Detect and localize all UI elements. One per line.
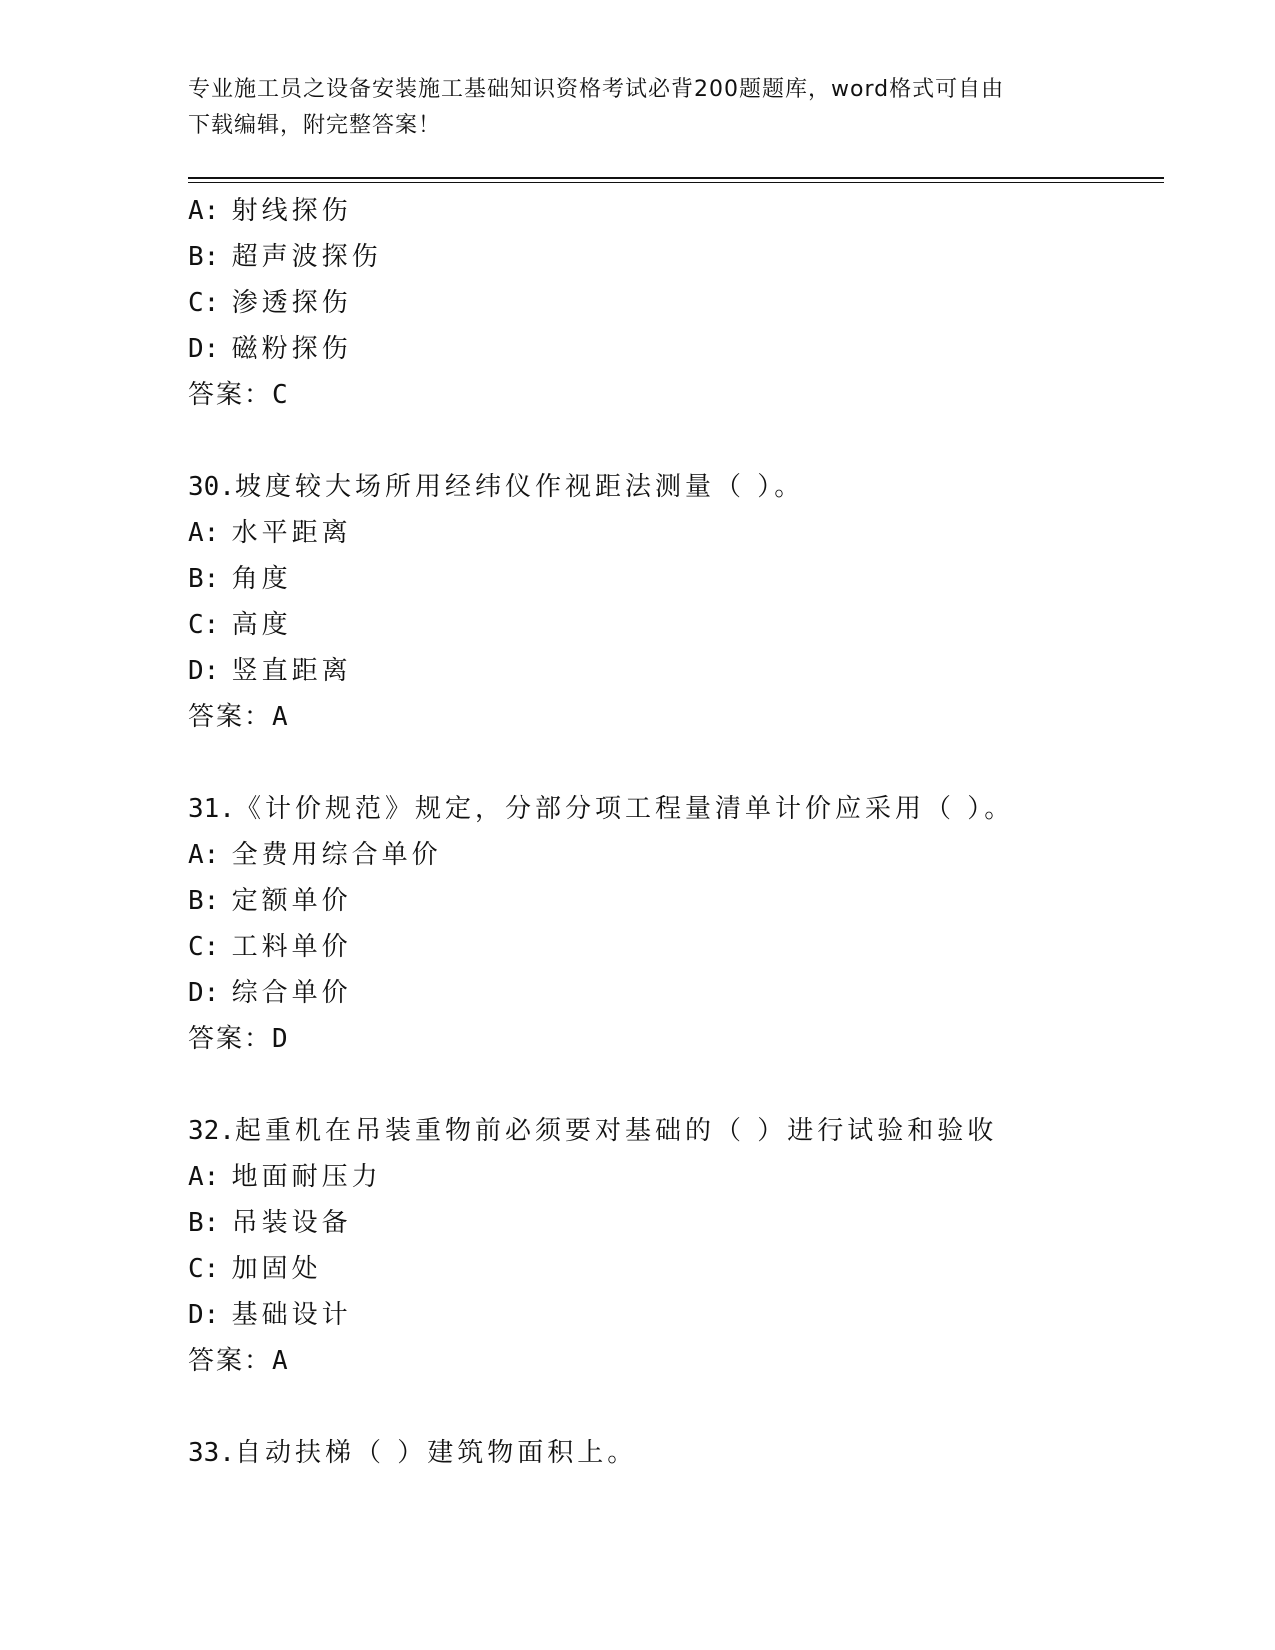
answer-label: 答案：	[188, 380, 273, 410]
spacer	[188, 740, 1168, 786]
question-stem	[188, 786, 1168, 832]
option-key: A:	[188, 196, 220, 226]
option-a	[188, 510, 1168, 556]
option-text: 加固处	[231, 1254, 322, 1284]
question-text: 自动扶梯（ ）建筑物面积上。	[234, 1438, 638, 1468]
option-key: A:	[188, 840, 220, 870]
question-stem	[188, 1108, 1168, 1154]
option-d	[188, 648, 1168, 694]
option-text: 射线探伤	[231, 196, 352, 226]
option-text: 竖直距离	[231, 656, 352, 686]
answer-label: 答案：	[188, 1024, 273, 1054]
option-c	[188, 1246, 1168, 1292]
option-text: 工料单价	[231, 932, 352, 962]
spacer	[188, 1062, 1168, 1108]
option-key: D:	[188, 334, 220, 364]
option-c	[188, 602, 1168, 648]
option-key: C:	[188, 932, 220, 962]
header-title-line-2: 下载编辑，附完整答案！	[188, 113, 442, 138]
answer-line	[188, 1338, 1168, 1384]
answer-label: 答案：	[188, 1346, 273, 1376]
option-key: C:	[188, 610, 220, 640]
answer-label: 答案：	[188, 702, 273, 732]
option-a	[188, 1154, 1168, 1200]
option-key: B:	[188, 564, 220, 594]
option-a	[188, 188, 1168, 234]
option-c	[188, 924, 1168, 970]
option-c	[188, 280, 1168, 326]
answer-line	[188, 372, 1168, 418]
option-text: 全费用综合单价	[231, 840, 442, 870]
answer-value: A	[272, 702, 290, 732]
option-key: D:	[188, 978, 220, 1008]
option-d	[188, 970, 1168, 1016]
question-text: 起重机在吊装重物前必须要对基础的（ ）进行试验和验收	[234, 1116, 998, 1146]
option-key: C:	[188, 1254, 220, 1284]
answer-value: A	[272, 1346, 290, 1376]
option-d	[188, 326, 1168, 372]
answer-value: C	[272, 380, 290, 410]
answer-value: D	[272, 1024, 290, 1054]
option-key: B:	[188, 242, 220, 272]
answer-line	[188, 694, 1168, 740]
option-key: B:	[188, 886, 220, 916]
option-key: A:	[188, 518, 220, 548]
option-key: B:	[188, 1208, 220, 1238]
option-text: 水平距离	[231, 518, 352, 548]
option-b	[188, 878, 1168, 924]
option-b	[188, 234, 1168, 280]
header-divider-thick	[188, 177, 1164, 179]
question-number: 33.	[188, 1438, 235, 1468]
option-text: 地面耐压力	[231, 1162, 382, 1192]
option-text: 高度	[231, 610, 292, 640]
question-text: 《计价规范》规定，分部分项工程量清单计价应采用（ ）。	[234, 794, 1015, 824]
question-list	[188, 188, 1168, 1476]
spacer	[188, 1384, 1168, 1430]
question-number: 32.	[188, 1116, 235, 1146]
option-text: 角度	[231, 564, 292, 594]
option-text: 吊装设备	[231, 1208, 352, 1238]
option-a	[188, 832, 1168, 878]
header-title-line-1: 专业施工员之设备安装施工基础知识资格考试必背200题题库，word格式可自由	[188, 77, 1005, 102]
option-key: D:	[188, 656, 220, 686]
option-text: 定额单价	[231, 886, 352, 916]
option-key: C:	[188, 288, 220, 318]
option-text: 磁粉探伤	[231, 334, 352, 364]
header-divider-thin	[188, 182, 1164, 183]
option-text: 渗透探伤	[231, 288, 352, 318]
option-text: 综合单价	[231, 978, 352, 1008]
spacer	[188, 418, 1168, 464]
option-key: D:	[188, 1300, 220, 1330]
question-stem	[188, 1430, 1168, 1476]
document-header	[188, 72, 1078, 144]
question-number: 30.	[188, 472, 235, 502]
question-number: 31.	[188, 794, 235, 824]
option-b	[188, 556, 1168, 602]
question-stem	[188, 464, 1168, 510]
option-text: 超声波探伤	[231, 242, 382, 272]
option-d	[188, 1292, 1168, 1338]
option-b	[188, 1200, 1168, 1246]
option-key: A:	[188, 1162, 220, 1192]
option-text: 基础设计	[231, 1300, 352, 1330]
answer-line	[188, 1016, 1168, 1062]
question-text: 坡度较大场所用经纬仪作视距法测量（ ）。	[234, 472, 805, 502]
